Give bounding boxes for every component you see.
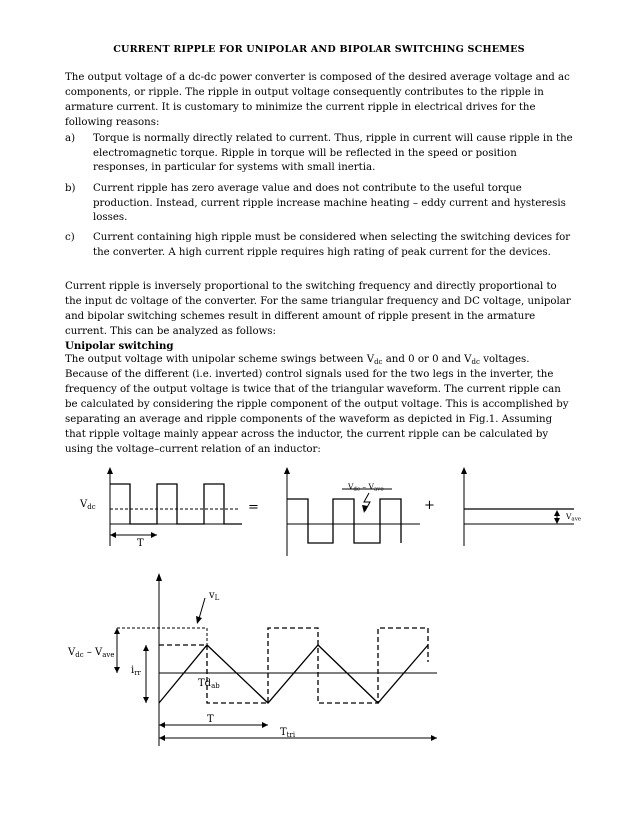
input-square-wave bbox=[110, 472, 242, 546]
vave-label: $V_{ave}$ bbox=[566, 512, 582, 523]
intro-paragraph: The output voltage of a dc-dc power converter is composed of the desired average voltage and ac components, or ripple. The ripple in output voltage consequently contributes to the ripple in armature current. It is customary to minimize the current ripple in electrical drives for the following reasons: bbox=[65, 72, 570, 128]
lower-period-label: T bbox=[207, 714, 214, 725]
section-heading: Unipolar switching bbox=[65, 340, 174, 352]
reason-text: Current ripple has zero average value and does not contribute to the useful torque production. Instead, current ripple increase machine heating – eddy current and hysteresis losses. bbox=[93, 183, 566, 223]
page-title: CURRENT RIPPLE FOR UNIPOLAR AND BIPOLAR SWITCHING SCHEMES bbox=[113, 44, 525, 55]
vdc-minus-vave-label: $V_{dc} - V_{ave}$ bbox=[68, 647, 115, 659]
reason-text: Current containing high ripple must be considered when selecting the switching devices for the converter. A high current ripple requires high rating of peak current for the devices. bbox=[93, 232, 571, 258]
plus-sign: + bbox=[424, 498, 435, 513]
reason-label: c) bbox=[65, 232, 75, 243]
ttri-label: $T_{tri}$ bbox=[280, 727, 296, 739]
triangular-current bbox=[159, 645, 428, 703]
tdab-label: $Td_{ab}$ bbox=[198, 678, 220, 690]
vl-label: $v_L$ bbox=[209, 590, 220, 602]
irr-label: $i_{rr}$ bbox=[131, 665, 141, 677]
unipolar-paragraph: The output voltage with unipolar scheme swings between $V_{dc}$ and 0 or 0 and $V_{dc}$ voltages. Because of the different (i.e. inverted) control signals used for the two legs in the inverter, the frequency of the output voltage is twice that of the triangular waveform. The current ripple can be calculated by considering the ripple component of the output voltage. This is accomplished by separating an average and ripple components of the waveform as depicted in Fig.1. Assuming that ripple voltage mainly appear across the inductor, the current ripple can be calculated by using the voltage–current relation of an inductor: bbox=[65, 354, 569, 455]
ripple-waveform bbox=[287, 499, 401, 543]
reason-label: a) bbox=[65, 133, 76, 144]
vdc-label: $V_{dc}$ bbox=[80, 499, 96, 511]
equals-sign: = bbox=[248, 500, 259, 515]
vdc-minus-vave-label-top: $V_{dc} - V_{ave}$ bbox=[348, 482, 384, 493]
reason-text: Torque is normally directly related to current. Thus, ripple in current will cause ripple in the electromagnetic torque. Ripple in torque will be reflected in the speed or position responses, in particular for systems with small inertia. bbox=[93, 133, 573, 173]
current-ripple-diagram bbox=[117, 579, 437, 746]
average-component-wave bbox=[464, 472, 574, 546]
reason-label: b) bbox=[65, 183, 76, 194]
period-label: T bbox=[137, 538, 144, 549]
square-waveform bbox=[110, 484, 242, 524]
ripple-component-wave bbox=[287, 472, 420, 556]
ripple-paragraph: Current ripple is inversely proportional to the switching frequency and directly proportional to the input dc voltage of the converter. For the same triangular frequency and DC voltage, unipolar and bipolar switching schemes result in different amount of ripple present in the armature current. This can be analyzed as follows: bbox=[65, 281, 571, 337]
